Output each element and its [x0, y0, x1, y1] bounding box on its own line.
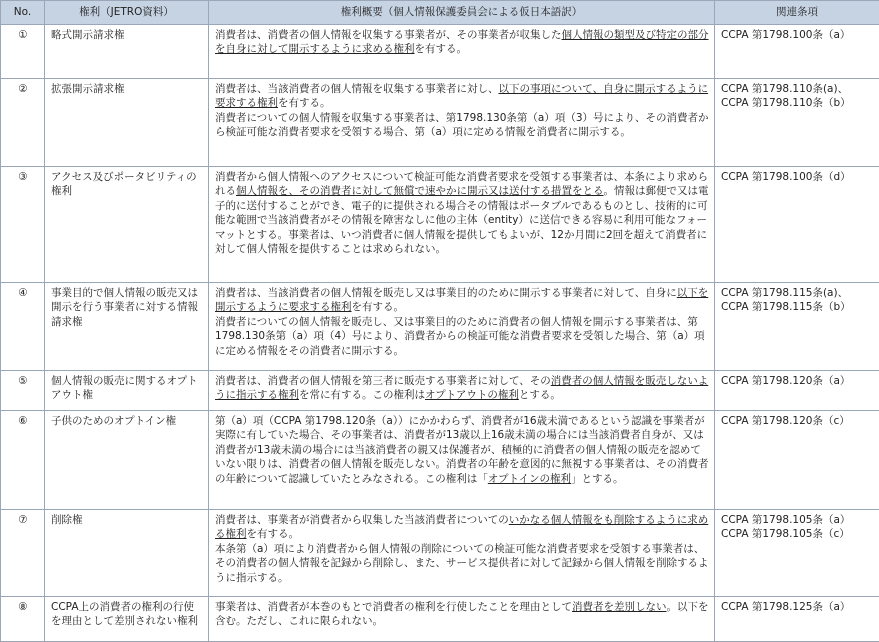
summary-paragraph — [215, 28, 709, 57]
summary-paragraph — [215, 600, 709, 629]
summary-text: を有する。 — [278, 97, 331, 109]
summary-paragraph — [215, 315, 709, 358]
right-summary — [209, 510, 715, 597]
summary-underlined-text: オプトインの権利 — [488, 473, 571, 485]
header-related-article: 関連条項 — [715, 1, 879, 25]
summary-text: 」とする。 — [571, 473, 624, 485]
summary-paragraph — [215, 513, 709, 542]
row-number: ① — [1, 25, 45, 79]
article-reference: CCPA 第1798.115条(a)、 — [721, 286, 874, 300]
summary-text: 消費者は、当該消費者の個人情報を販売し又は事業目的のために開示する事業者に対して、自身に — [215, 287, 677, 299]
summary-text: 消費者についての個人情報を販売し、又は事業目的のために消費者の個人情報を開示する事業者は、第1798.130条第（a）項（4）号により、消費者からの検証可能な消費者要求を受領した場合、第（a）項に定める情報をその消費者に開示する。 — [215, 316, 705, 357]
right-name: アクセス及びポータビリティの権利 — [45, 167, 209, 283]
header-right-summary: 権利概要（個人情報保護委員会による仮日本語訳） — [209, 1, 715, 25]
summary-paragraph — [215, 374, 709, 403]
summary-text: 消費者は、当該消費者の個人情報を収集する事業者に対し、 — [215, 83, 499, 95]
table-row — [1, 25, 879, 79]
right-name: 略式開示請求権 — [45, 25, 209, 79]
summary-underlined-text: 以下を開示するように要求する権利 — [215, 287, 708, 313]
article-reference: CCPA 第1798.115条（b） — [721, 300, 874, 314]
row-number: ⑦ — [1, 510, 45, 597]
summary-paragraph — [215, 414, 709, 486]
right-name: 拡張開示請求権 — [45, 79, 209, 167]
right-name: 子供のためのオプトイン権 — [45, 411, 209, 510]
row-number: ③ — [1, 167, 45, 283]
row-number: ⑤ — [1, 371, 45, 411]
table-body — [1, 25, 879, 642]
related-article — [715, 411, 879, 510]
related-article — [715, 283, 879, 371]
article-reference: CCPA 第1798.120条（a） — [721, 374, 874, 388]
summary-underlined-text: 消費者の個人情報を販売しないように指示する権利 — [215, 375, 708, 401]
table-row — [1, 79, 879, 167]
right-summary — [209, 79, 715, 167]
summary-text: 事業者は、消費者が本巻のもとで消費者の権利を行使したことを理由として — [215, 601, 572, 613]
article-reference: CCPA 第1798.105条（c） — [721, 527, 874, 541]
summary-text: 。情報は郵便で又は電子的に送付することができ、電子的に提供される場合その情報はポータブルであるものとし、技術的に可能な範囲で当該消費者がその情報を障害なしに他の主体（entity）に送信できる容易に利用可能なフォーマットとする。事業者は、いつ消費者に個人情報を提供してもよいが、12か月間に2回を超えて消費者に対して個人情報を提供することは求められない。 — [215, 185, 709, 255]
summary-underlined-text: いかなる個人情報をも削除するように求める権利 — [215, 514, 708, 540]
table-row — [1, 411, 879, 510]
right-summary — [209, 283, 715, 371]
right-name: 事業目的で個人情報の販売又は開示を行う事業者に対する情報請求権 — [45, 283, 209, 371]
row-number: ② — [1, 79, 45, 167]
summary-text: 消費者は、消費者の個人情報を第三者に販売する事業者に対して、その — [215, 375, 551, 387]
summary-text: 第（a）項（CCPA 第1798.120条（a））にかかわらず、消費者が16歳未満であるという認識を事業者が実際に有していた場合、その事業者は、消費者が13歳以上16歳未満の場合には当該消費者自身が、又は消費者が13歳未満の場合には当該消費者の親又は保護者が、積極的に消費者の個人情報の販売を認めていない限りは、消費者の個人情報を販売しない。消費者の年齢を意図的に無視する事業者は、その消費者の年齢について認識していたとみなされる。この権利は「 — [215, 415, 709, 485]
article-reference: CCPA 第1798.100条（a） — [721, 28, 874, 42]
table-row — [1, 510, 879, 597]
related-article — [715, 79, 879, 167]
summary-underlined-text: 個人情報の類型及び特定の部分を自身に対して開示するように求める権利 — [215, 29, 709, 55]
header-right-name: 権利（JETRO資料） — [45, 1, 209, 25]
row-number: ⑧ — [1, 597, 45, 642]
table-row — [1, 167, 879, 283]
article-reference: CCPA 第1798.125条（a） — [721, 600, 874, 614]
summary-text: を有する。 — [247, 528, 300, 540]
table-row — [1, 371, 879, 411]
related-article — [715, 25, 879, 79]
summary-paragraph — [215, 82, 709, 111]
right-name: 削除権 — [45, 510, 209, 597]
summary-underlined-text: 以下の事項について、自身に開示するように要求する権利 — [215, 83, 708, 109]
row-number: ④ — [1, 283, 45, 371]
article-reference: CCPA 第1798.120条（c） — [721, 414, 874, 428]
right-summary — [209, 411, 715, 510]
article-reference: CCPA 第1798.110条(a)、 — [721, 82, 874, 96]
summary-paragraph — [215, 286, 709, 315]
summary-text: 消費者から個人情報へのアクセスについて検証可能な消費者要求を受領する事業者は、本条により求められる — [215, 171, 708, 197]
summary-text: を常に有する。この権利は — [299, 389, 425, 401]
article-reference: CCPA 第1798.100条（d） — [721, 170, 874, 184]
table-row — [1, 283, 879, 371]
related-article — [715, 371, 879, 411]
right-summary — [209, 167, 715, 283]
summary-text: 本条第（a）項により消費者から個人情報の削除についての検証可能な消費者要求を受領する事業者は、その消費者の個人情報を記録から削除し、また、サービス提供者に対して記録から個人情報を削除するように指示する。 — [215, 543, 709, 584]
summary-text: を有する。 — [415, 43, 468, 55]
summary-text: 。以下を含む。ただし、これに限られない。 — [215, 601, 709, 627]
header-no: No. — [1, 1, 45, 25]
related-article — [715, 510, 879, 597]
summary-text: を有する。 — [352, 301, 405, 313]
summary-text: 消費者についての個人情報を収集する事業者は、第1798.130条第（a）項（3）号により、その消費者から検証可能な消費者要求を受領する場合、第（a）項に定める情報を消費者に開示する。 — [215, 112, 709, 138]
summary-text: 消費者は、消費者の個人情報を収集する事業者が、その事業者が収集した — [215, 29, 562, 41]
table-header-row — [1, 1, 879, 25]
right-name: 個人情報の販売に関するオプトアウト権 — [45, 371, 209, 411]
summary-text: とする。 — [519, 389, 561, 401]
right-name: CCPA上の消費者の権利の行使を理由として差別されない権利 — [45, 597, 209, 642]
article-reference: CCPA 第1798.105条（a） — [721, 513, 874, 527]
summary-underlined-text: オプトアウトの権利 — [425, 389, 519, 401]
summary-paragraph — [215, 111, 709, 140]
summary-underlined-text: 消費者を差別しない — [572, 601, 667, 613]
right-summary — [209, 371, 715, 411]
summary-underlined-text: 個人情報を、その消費者に対して無償で速やかに開示又は送付する措置をとる — [236, 185, 604, 197]
summary-text: 消費者は、事業者が消費者から収集した当該消費者についての — [215, 514, 509, 526]
related-article — [715, 167, 879, 283]
right-summary — [209, 25, 715, 79]
article-reference: CCPA 第1798.110条（b） — [721, 96, 874, 110]
summary-paragraph — [215, 542, 709, 585]
summary-paragraph — [215, 170, 709, 257]
row-number: ⑥ — [1, 411, 45, 510]
